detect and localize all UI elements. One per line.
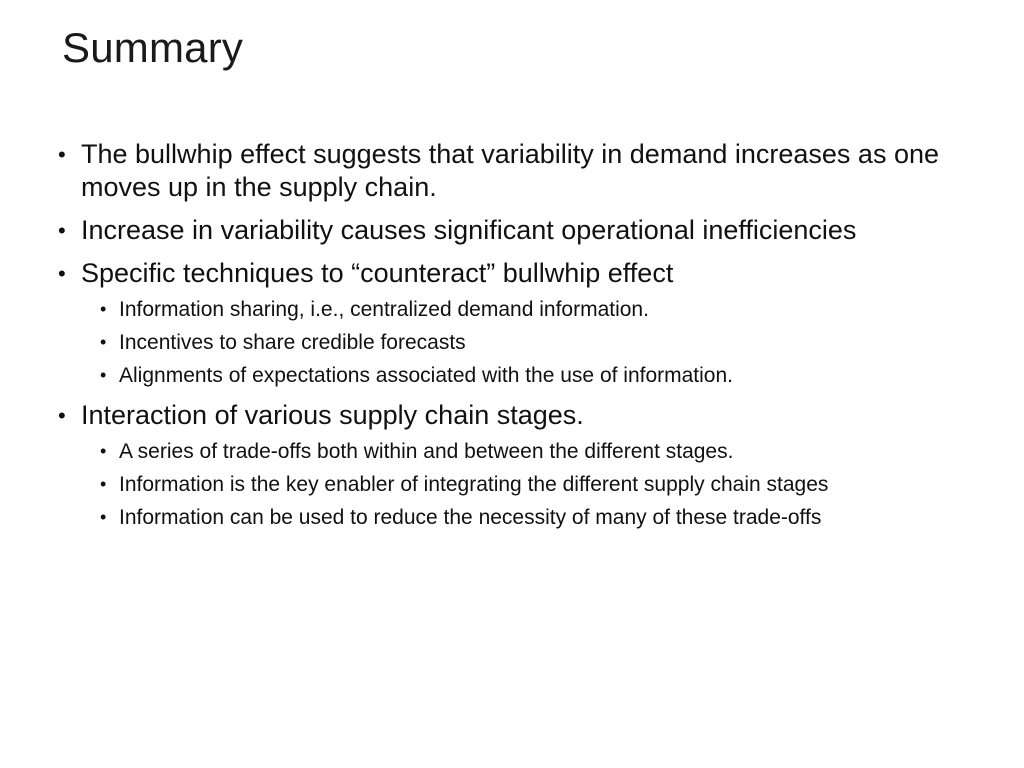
sub-bullet-list — [58, 296, 978, 389]
sub-bullet-text: Information is the key enabler of integrating the different supply chain stages — [119, 473, 829, 496]
bullet-text: Interaction of various supply chain stages. — [81, 400, 584, 430]
bullet-item — [58, 399, 978, 432]
bullet-text: The bullwhip effect suggests that variability in demand increases as one moves up in the supply chain. — [81, 139, 939, 202]
bullet-item — [58, 214, 978, 247]
bullet-dot-icon: • — [58, 261, 66, 286]
sub-bullet-item — [100, 329, 978, 356]
bullet-list — [58, 138, 978, 541]
bullet-dot-icon: • — [58, 403, 66, 428]
sub-bullet-dot-icon: • — [100, 332, 107, 352]
bullet-text: Specific techniques to “counteract” bullwhip effect — [81, 258, 674, 288]
sub-bullet-item — [100, 438, 978, 465]
sub-bullet-item — [100, 362, 978, 389]
sub-bullet-text: Alignments of expectations associated with the use of information. — [119, 364, 734, 387]
sub-bullet-item — [100, 296, 978, 323]
bullet-text: Increase in variability causes significant operational inefficiencies — [81, 215, 857, 245]
bullet-dot-icon: • — [58, 142, 66, 167]
bullet-item — [58, 257, 978, 290]
sub-bullet-dot-icon: • — [100, 365, 107, 385]
bullet-item — [58, 138, 978, 204]
sub-bullet-dot-icon: • — [100, 507, 107, 527]
slide-title: Summary — [62, 24, 244, 71]
sub-bullet-text: Information can be used to reduce the necessity of many of these trade-offs — [119, 506, 822, 529]
sub-bullet-text: A series of trade-offs both within and between the different stages. — [119, 440, 734, 463]
sub-bullet-text: Incentives to share credible forecasts — [119, 331, 466, 354]
sub-bullet-list — [58, 438, 978, 531]
sub-bullet-text: Information sharing, i.e., centralized demand information. — [119, 298, 649, 321]
sub-bullet-item — [100, 471, 978, 498]
sub-bullet-item — [100, 504, 978, 531]
sub-bullet-dot-icon: • — [100, 474, 107, 494]
sub-bullet-dot-icon: • — [100, 299, 107, 319]
sub-bullet-dot-icon: • — [100, 441, 107, 461]
bullet-dot-icon: • — [58, 218, 66, 243]
